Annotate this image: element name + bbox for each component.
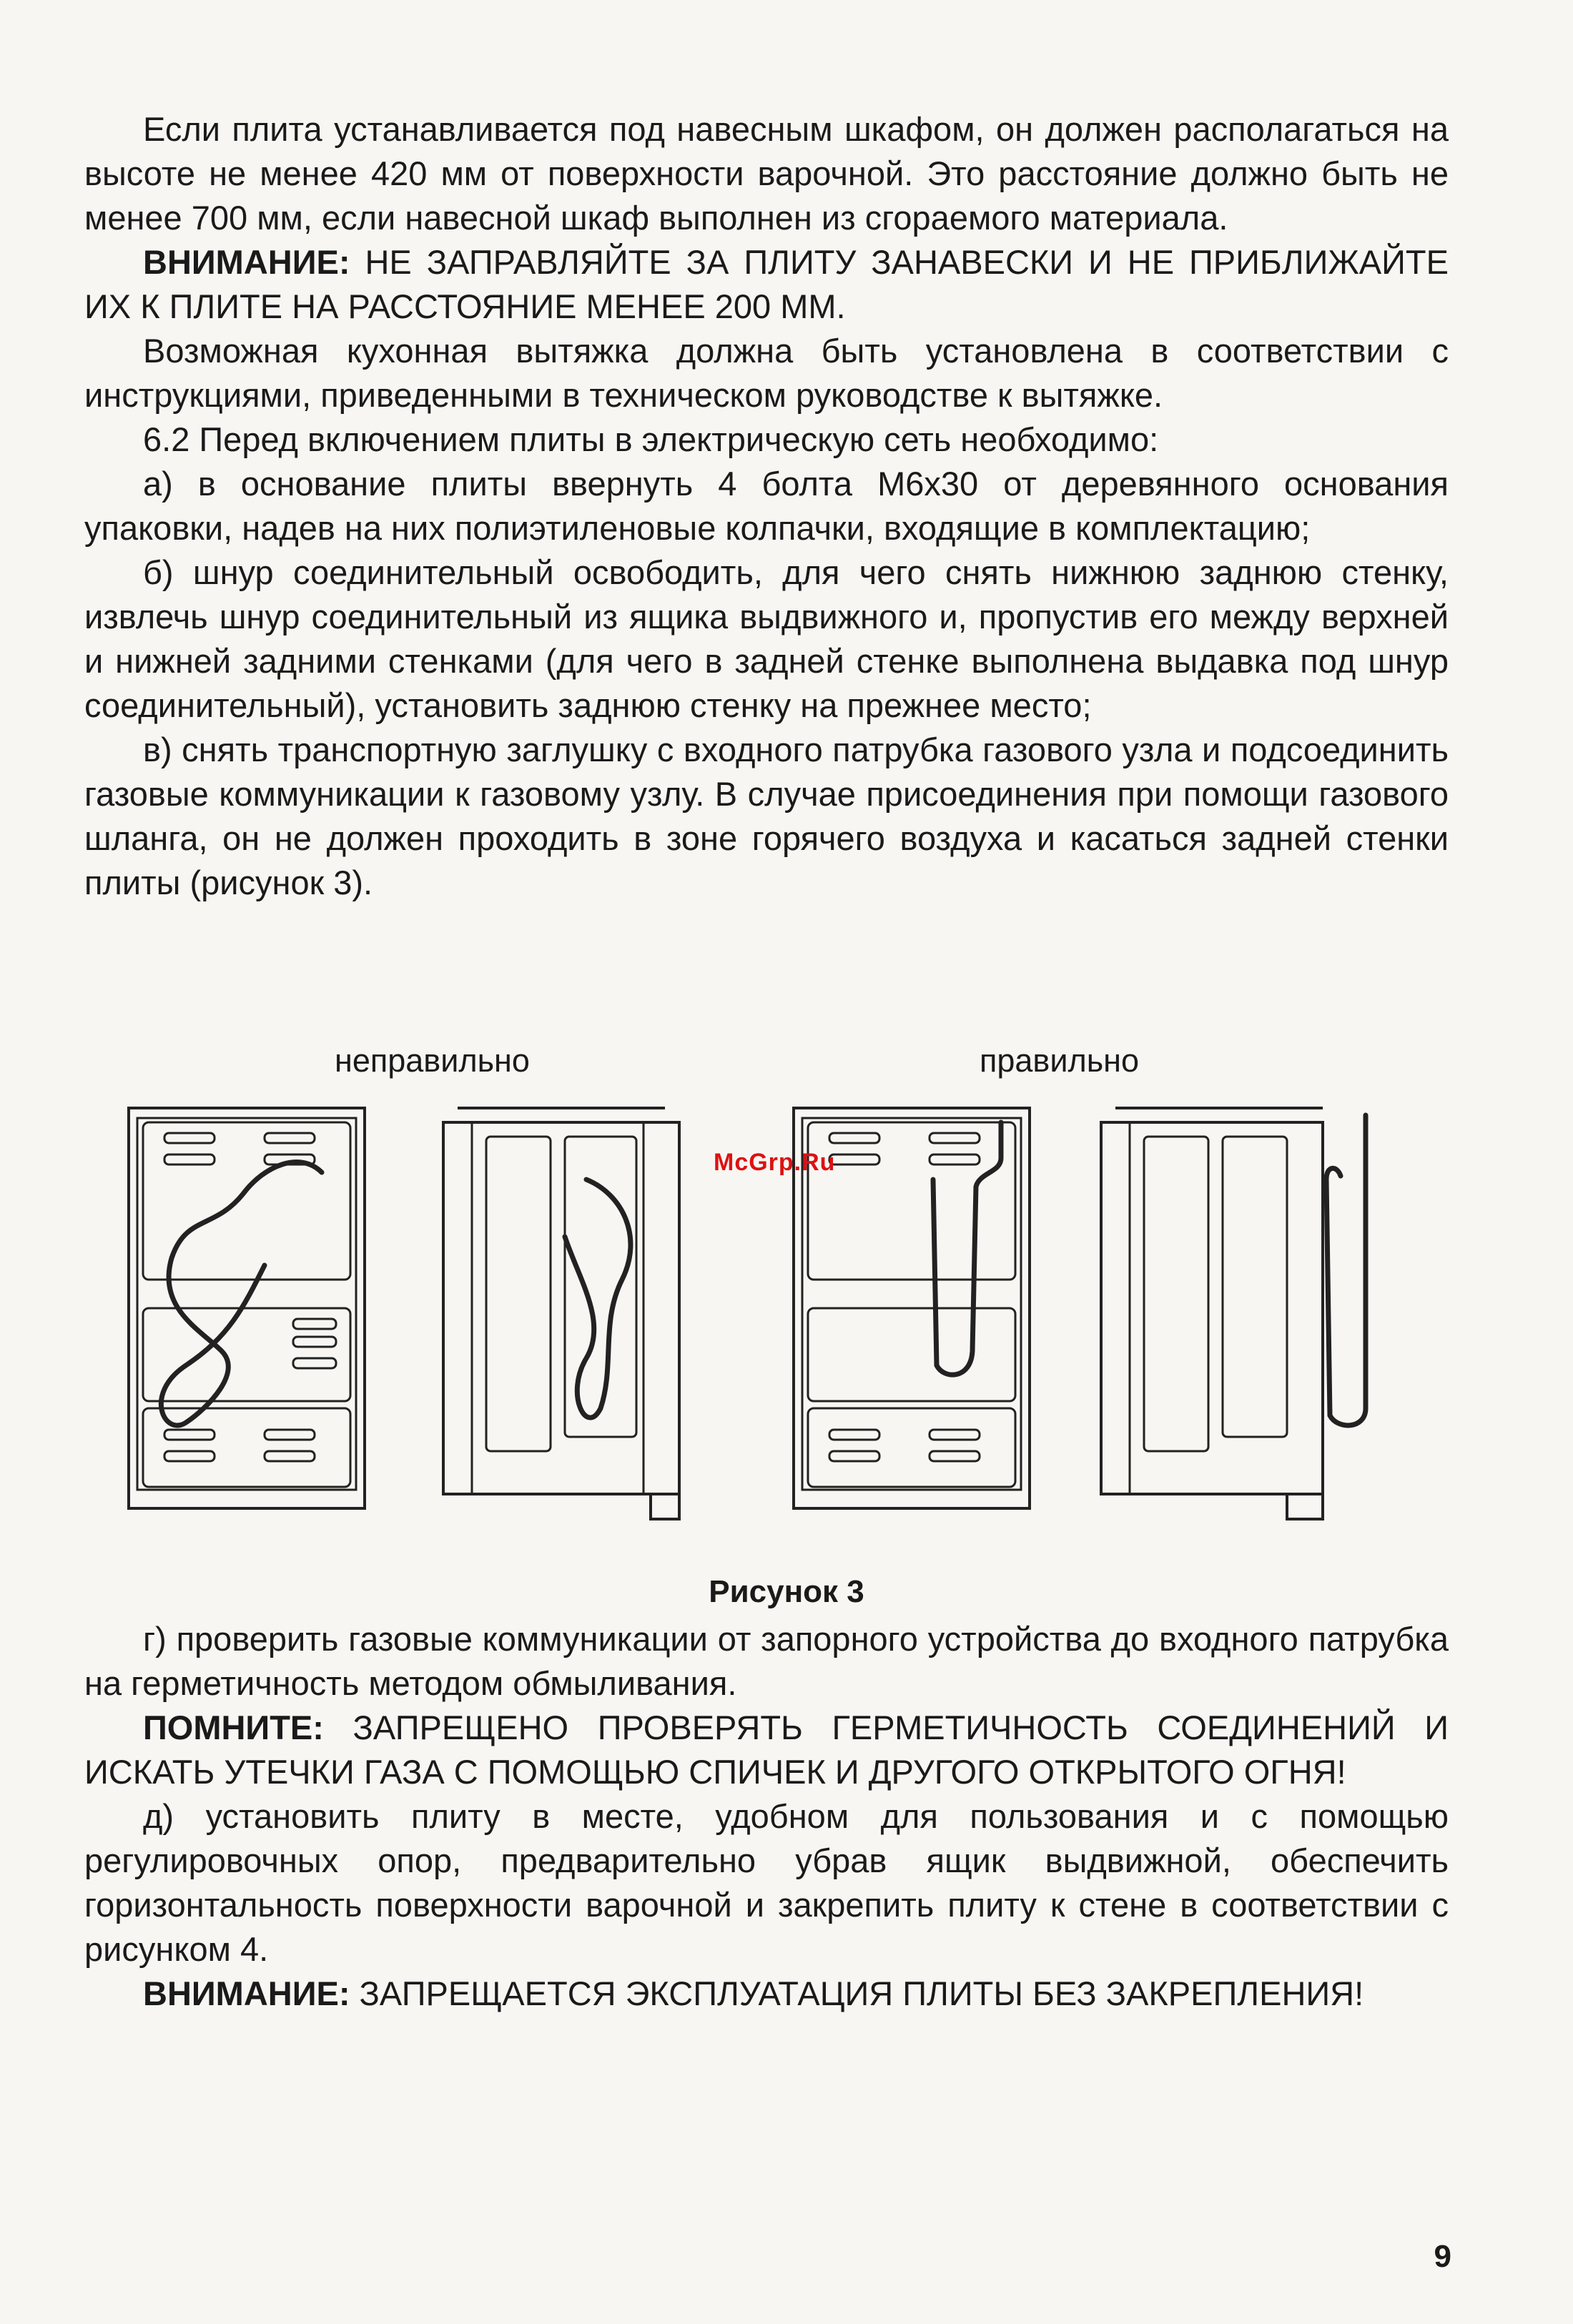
warning-text: НЕ ЗАПРАВЛЯЙТЕ ЗА ПЛИТУ ЗАНАВЕСКИ И НЕ ПРИБЛИЖАЙТЕ ИХ К ПЛИТЕ НА РАССТОЯНИЕ МЕНЕЕ 200 ММ. [84, 243, 1449, 325]
list-item-d [84, 1794, 1449, 1972]
paragraph-text: Возможная кухонная вытяжка должна быть установлена в соответствии с инструкциями, приведенными в техническом руководстве к вытяжке. [84, 332, 1449, 414]
stove-front-wrong [129, 1108, 365, 1508]
list-item-g [84, 1617, 1449, 1706]
figure-caption: Рисунок 3 [709, 1574, 864, 1609]
warning-paragraph [84, 1706, 1449, 1794]
instructions-top [84, 107, 1449, 905]
warning-label: ПОМНИТЕ: [143, 1709, 324, 1746]
label-right: правильно [980, 1042, 1140, 1079]
list-item-a [84, 462, 1449, 550]
warning-label: ВНИМАНИЕ: [143, 243, 350, 281]
warning-paragraph [84, 1972, 1449, 2016]
warning-paragraph [84, 240, 1449, 329]
section-heading [84, 417, 1449, 462]
paragraph-text: Если плита устанавливается под навесным шкафом, он должен располагаться на высоте не менее 420 мм от поверхности варочной. Это расстояние должно быть не менее 700 мм, если навесной шкаф выполнен из сгораемого материала. [84, 110, 1449, 237]
paragraph-text: 6.2 Перед включением плиты в электрическую сеть необходимо: [143, 420, 1159, 458]
paragraph-text: г) проверить газовые коммуникации от запорного устройства до входного патрубка на герметичность методом обмыливания. [84, 1620, 1449, 1702]
label-wrong: неправильно [335, 1042, 530, 1079]
list-item-b [84, 550, 1449, 728]
paragraph [84, 329, 1449, 417]
paragraph-text: д) установить плиту в месте, удобном для пользования и с помощью регулировочных опор, предварительно убрав ящик выдвижной, обеспечить горизонтальность поверхности варочной и закрепить плиту к стене в соответствии с рисунком 4. [84, 1797, 1449, 1968]
watermark: McGrp.Ru [714, 1149, 836, 1176]
instructions-bottom [84, 1617, 1449, 2016]
list-item-v [84, 728, 1449, 905]
page-number: 9 [1434, 2239, 1451, 2274]
warning-label: ВНИМАНИЕ: [143, 1974, 350, 2012]
warning-text: ЗАПРЕЩАЕТСЯ ЭКСПЛУАТАЦИЯ ПЛИТЫ БЕЗ ЗАКРЕПЛЕНИЯ! [350, 1974, 1364, 2012]
stove-side-right [1101, 1108, 1366, 1519]
stove-side-wrong [443, 1108, 679, 1519]
paragraph [84, 107, 1449, 240]
paragraph-text: б) шнур соединительный освободить, для чего снять нижнюю заднюю стенку, извлечь шнур соединительный из ящика выдвижного и, пропустив его между верхней и нижней задними стенками (для чего в задней стенке выполнена выдавка под шнур соединительный), установить заднюю стенку на прежнее место; [84, 553, 1449, 724]
warning-text: ЗАПРЕЩЕНО ПРОВЕРЯТЬ ГЕРМЕТИЧНОСТЬ СОЕДИНЕНИЙ И ИСКАТЬ УТЕЧКИ ГАЗА С ПОМОЩЬЮ СПИЧЕК И ДРУГОГО ОТКРЫТОГО ОГНЯ! [84, 1709, 1449, 1791]
paragraph-text: в) снять транспортную заглушку с входного патрубка газового узла и подсоединить газовые коммуникации к газовому узлу. В случае присоединения при помощи газового шланга, он не должен проходить в зоне горячего воздуха и касаться задней стенки плиты (рисунок 3). [84, 731, 1449, 901]
paragraph-text: а) в основание плиты ввернуть 4 болта М6х30 от деревянного основания упаковки, надев на них полиэтиленовые колпачки, входящие в комплектацию; [84, 465, 1449, 547]
